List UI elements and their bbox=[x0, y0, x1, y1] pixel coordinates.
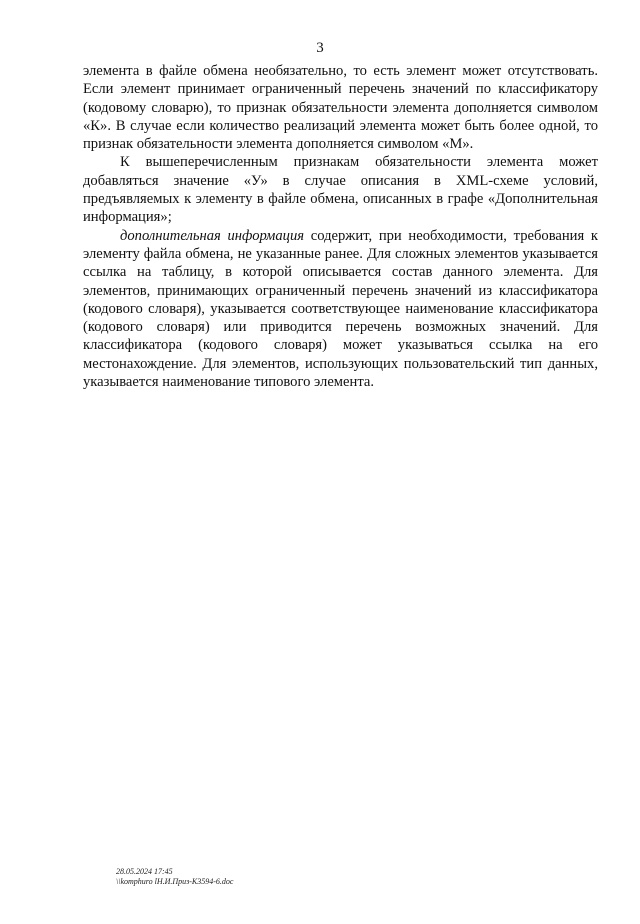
paragraph-additional-information-text: содержит, при необходимости, требования к элементу файла обмена, не указанные ранее. Для сложных элементов указывается ссылка на таблицу, в которой описывается состав данного элемента. Для элементов, принимающих ограниченный перечень значений из классификатора (кодового словаря), указывается соответствующее наименование классификатора (кодового словаря) или приводится перечень возможных значений. Для классификатора (кодового словаря) может указываться ссылка на его местонахождение. Для элементов, использующих пользовательский тип данных, указывается наименование типового элемента. bbox=[83, 227, 598, 391]
page-number: 3 bbox=[316, 40, 324, 56]
paragraph-requirement-continuation: элемента в файле обмена необязательно, то есть элемент может отсутствовать. Если элемент принимает ограниченный перечень значений по классификатору (кодовому словарю), то признак обязательности элемента дополняется символом «К». В случае если количество реализаций элемента может быть более одной, то признак обязательности элемента дополняется символом «М». bbox=[83, 63, 598, 153]
term-additional-information: дополнительная информация bbox=[120, 227, 305, 244]
footer-timestamp: 28.05.2024 17:45 bbox=[116, 867, 173, 876]
document-body bbox=[83, 62, 598, 391]
document-footer bbox=[116, 867, 233, 886]
paragraph-additional-value: К вышеперечисленным признакам обязательности элемента может добавляться значение «У» в случае описания в XML-схеме условий, предъявляемых к элементу в файле обмена, описанных в графе «Дополнительная информация»; bbox=[83, 154, 598, 226]
footer-file-path: \\komphuro lH.И.Приз-К3594-6.doc bbox=[116, 876, 234, 886]
paragraph-additional-information bbox=[83, 227, 598, 392]
